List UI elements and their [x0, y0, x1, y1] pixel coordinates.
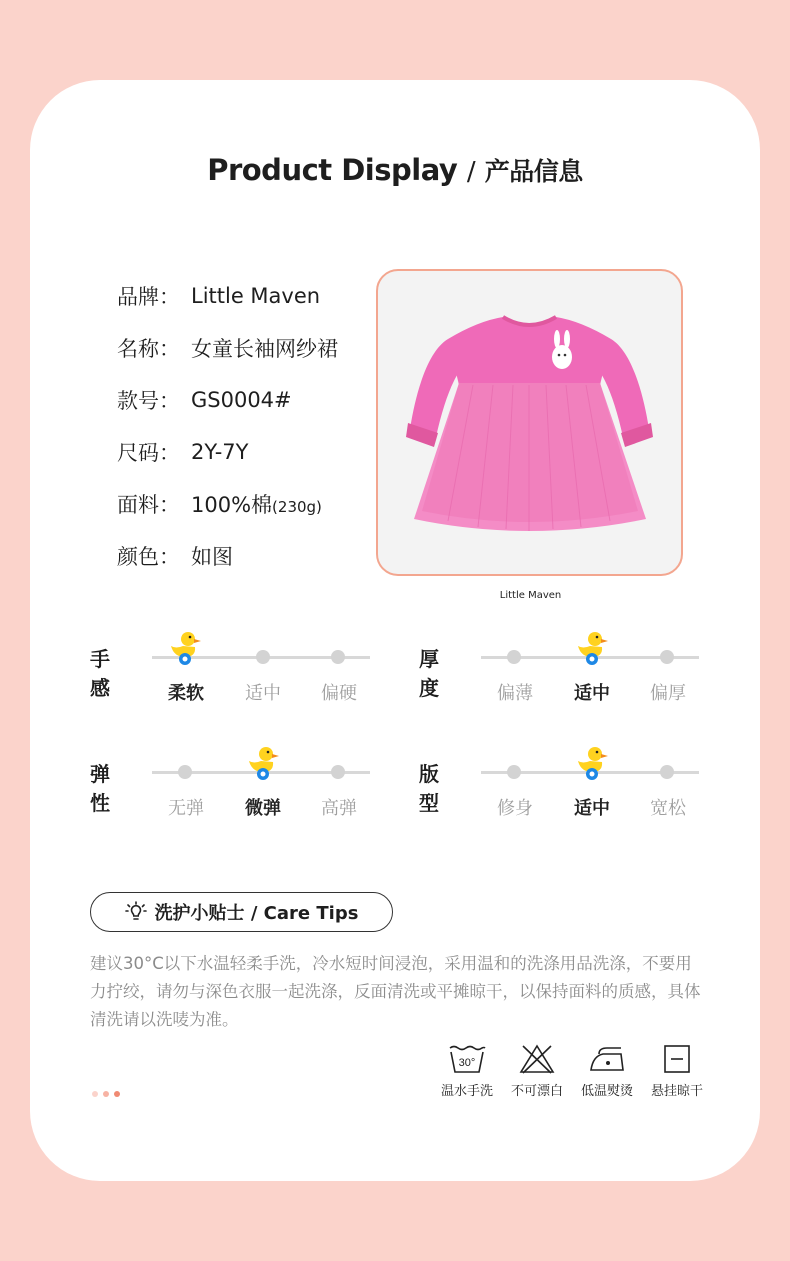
scale-option: 适中: [245, 683, 281, 704]
scale-option: 偏厚: [650, 683, 686, 704]
spec-row-color: [117, 530, 338, 582]
care-tips-pill: [90, 892, 393, 932]
wash-temp-badge: 30°: [458, 1057, 476, 1069]
spec-row-name: [117, 322, 338, 374]
care-symbol-line-dry: [642, 1044, 712, 1099]
scale-option: 适中: [574, 683, 610, 704]
scale-option: 柔软: [168, 683, 204, 704]
title-english: Product Display: [207, 153, 458, 187]
scale-dot: [331, 765, 345, 779]
scale-dot: [507, 650, 521, 664]
care-symbol-label: 温水手洗: [440, 1084, 493, 1099]
product-photo-caption: Little Maven: [499, 590, 562, 601]
care-symbol-label: 低温熨烫: [580, 1084, 633, 1099]
decorative-dots: [92, 1091, 120, 1097]
product-photo: [376, 269, 683, 576]
spec-value: GS0004#: [191, 388, 292, 412]
care-symbol-no-bleach: [502, 1044, 572, 1099]
care-symbol-label: 悬挂晾干: [650, 1084, 703, 1099]
spec-value: 2Y-7Y: [191, 440, 249, 464]
scale-option: 宽松: [650, 798, 686, 819]
no-bleach-icon: [517, 1044, 557, 1074]
spec-label: 品牌：: [117, 285, 180, 309]
low-iron-icon: [587, 1044, 627, 1074]
page-title: [0, 152, 790, 188]
scale-name: 版型: [419, 762, 439, 815]
title-separator: /: [466, 157, 476, 187]
care-symbols: [432, 1044, 712, 1099]
dot: [114, 1091, 120, 1097]
spec-value: 如图: [191, 545, 233, 569]
title-chinese: 产品信息: [484, 157, 583, 186]
spec-value: Little Maven: [191, 284, 321, 308]
duck-marker-icon: [575, 745, 609, 781]
scale-dot: [178, 765, 192, 779]
care-symbol-label: 不可漂白: [510, 1084, 563, 1099]
scale-dot: [660, 650, 674, 664]
care-symbol-hand-wash: [432, 1044, 502, 1099]
spec-row-brand: [117, 270, 338, 322]
scale-option: 微弹: [245, 798, 281, 819]
spec-value: [191, 489, 322, 519]
fabric-weight: (230g): [272, 498, 322, 516]
spec-label: 尺码：: [117, 441, 180, 465]
hand-wash-30-icon: [447, 1044, 487, 1074]
scale-option: 偏薄: [497, 683, 533, 704]
dot: [92, 1091, 98, 1097]
spec-label: 名称：: [117, 337, 180, 361]
scale-dot: [256, 650, 270, 664]
scale-name: 厚度: [419, 647, 439, 700]
spec-label: 面料：: [117, 493, 180, 517]
spec-row-style-no: [117, 374, 338, 426]
scale-name: 手感: [90, 647, 110, 700]
duck-marker-icon: [168, 630, 202, 666]
care-instructions-text: 建议30°C以下水温轻柔手洗，冷水短时间浸泡，采用温和的洗涤用品洗涤，不要用力拧绞，请勿与深色衣服一起洗涤，反面清洗或平摊晾干，以保持面料的质感，具体清洗请以洗唛为准。: [90, 954, 701, 1029]
scale-dot: [331, 650, 345, 664]
line-dry-icon: [657, 1044, 697, 1074]
spec-label: 颜色：: [117, 545, 180, 569]
spec-list: [117, 270, 338, 582]
duck-marker-icon: [246, 745, 280, 781]
dress-illustration: [378, 271, 681, 574]
care-symbol-low-iron: [572, 1044, 642, 1099]
lightbulb-icon: [125, 901, 147, 923]
scale-name: 弹性: [90, 762, 110, 815]
scale-dot: [660, 765, 674, 779]
spec-label: 款号：: [117, 389, 180, 413]
dot: [103, 1091, 109, 1097]
scale-option: 无弹: [168, 798, 204, 819]
fabric-value: 100%棉: [191, 493, 273, 517]
spec-value: 女童长袖网纱裙: [191, 337, 338, 361]
scale-option: 高弹: [321, 798, 357, 819]
scale-option: 偏硬: [321, 683, 357, 704]
care-tips-label: 洗护小贴士 / Care Tips: [154, 903, 359, 924]
scale-option: 修身: [497, 798, 533, 819]
scale-option: 适中: [574, 798, 610, 819]
scale-dot: [507, 765, 521, 779]
spec-row-fabric: [117, 478, 338, 530]
duck-marker-icon: [575, 630, 609, 666]
spec-row-size: [117, 426, 338, 478]
